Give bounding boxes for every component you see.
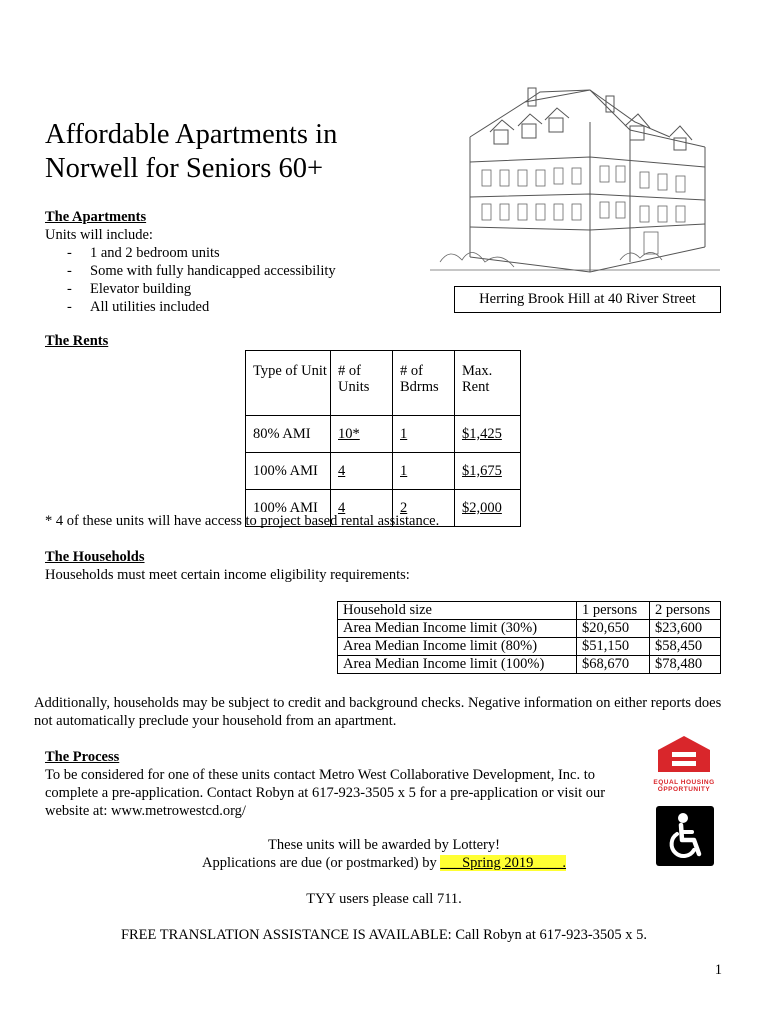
page-title: Affordable Apartments in Norwell for Seniors 60+ [45,119,338,184]
table-row [338,638,721,656]
table-cell: $58,450 [650,638,721,656]
translation-notice: FREE TRANSLATION ASSISTANCE IS AVAILABLE: Call Robyn at 617-923-3505 x 5. [120,927,648,943]
households-heading: The Households [45,549,145,565]
image-caption: Herring Brook Hill at 40 River Street [454,286,721,313]
table-row [338,656,721,674]
table-cell [455,416,521,453]
cell-value: 4 [338,500,346,516]
table-header-row [338,602,721,620]
apartments-intro: Units will include: [45,227,153,243]
process-heading: The Process [45,749,120,765]
table-cell: Area Median Income limit (100%) [338,656,577,674]
due-date-line [0,854,768,872]
cell-value: 2 [400,500,408,516]
cell-value: 1 [400,426,408,442]
rents-footnote: * 4 of these units will have access to project based rental assistance. [45,513,440,529]
cell-value: $1,425 [462,426,502,442]
cell-value: $1,675 [462,463,502,479]
rents-heading: The Rents [45,333,109,349]
table-cell: 100% AMI [246,453,331,490]
list-item: - 1 and 2 bedroom units [45,244,445,262]
table-row [246,416,521,453]
lottery-notice: These units will be awarded by Lottery! [268,837,500,853]
table-cell: $20,650 [577,620,650,638]
table-header-cell: Type of Unit [246,351,331,416]
list-item: - Elevator building [45,280,445,298]
apartment-features-list [45,244,445,316]
table-cell [331,453,393,490]
table-header-cell: # of Units [331,351,393,416]
cell-value: $2,000 [462,500,502,516]
cell-value: 1 [400,463,408,479]
list-item: - Some with fully handicapped accessibility [45,262,445,280]
table-cell [455,453,521,490]
due-date-value: ___Spring 2019____. [440,855,567,871]
table-header-cell: # of Bdrms [393,351,455,416]
table-cell [455,490,521,527]
table-header-cell: 1 persons [577,602,650,620]
building-sketch-illustration [430,82,720,282]
table-row [246,453,521,490]
equal-housing-logo [652,734,716,793]
equal-housing-text: EQUAL HOUSING OPPORTUNITY [653,779,715,793]
cell-value: 10* [338,426,360,442]
table-header-row [246,351,521,416]
table-row [338,620,721,638]
list-item: - All utilities included [45,298,445,316]
table-cell [393,453,455,490]
table-cell: $51,150 [577,638,650,656]
page-number: 1 [714,962,722,978]
table-cell: Area Median Income limit (30%) [338,620,577,638]
income-limits-table [337,601,721,674]
table-cell: $23,600 [650,620,721,638]
households-intro: Households must meet certain income eligibility requirements: [45,567,410,583]
households-note: Additionally, households may be subject to credit and background checks. Negative information on either reports does not automatically preclude your household from an apartment. [34,695,722,729]
equal-housing-house-icon [652,734,716,774]
cell-value: 4 [338,463,346,479]
table-header-cell: Max. Rent [455,351,521,416]
tty-notice: TYY users please call 711. [306,891,462,907]
table-cell: 100% AMI [246,490,331,527]
table-cell: 80% AMI [246,416,331,453]
apartments-section [45,208,445,316]
rents-table [245,350,521,527]
due-date-label: Applications are due (or postmarked) by [201,855,441,871]
process-body: To be considered for one of these units contact Metro West Collaborative Development, Inc. to complete a pre-application. Contact Robyn at 617-923-3505 x 5 for a pre-application or visit our website at: www.metrowestcd.org/ [45,767,606,819]
table-header-cell: Household size [338,602,577,620]
table-cell: $78,480 [650,656,721,674]
table-cell [331,416,393,453]
apartments-heading: The Apartments [45,209,147,225]
table-cell [393,416,455,453]
table-header-cell: 2 persons [650,602,721,620]
table-cell: $68,670 [577,656,650,674]
table-cell: Area Median Income limit (80%) [338,638,577,656]
